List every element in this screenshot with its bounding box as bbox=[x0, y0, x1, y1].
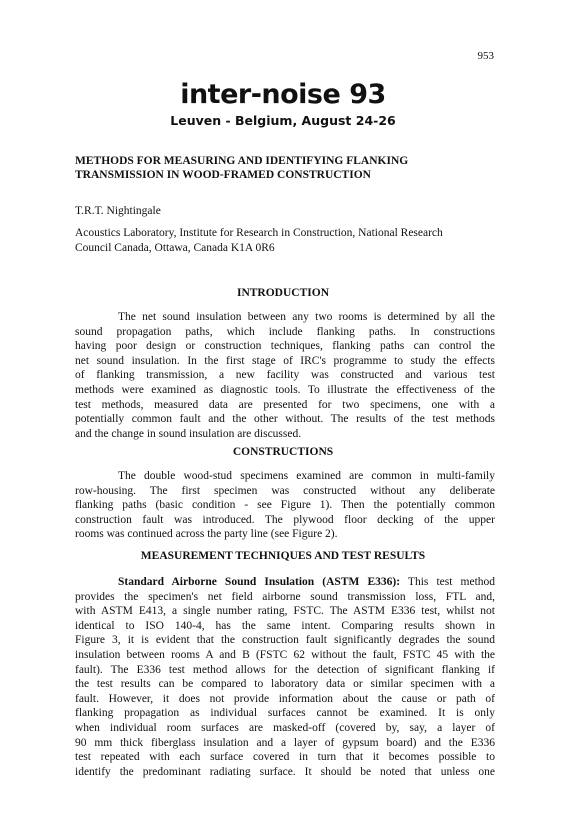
text-line: row-housing. The first specimen was constructed without any deliberate bbox=[75, 484, 495, 497]
conference-subtitle: Leuven - Belgium, August 24-26 bbox=[170, 113, 396, 128]
author-affiliation bbox=[75, 226, 495, 256]
author-name: T.R.T. Nightingale bbox=[75, 205, 161, 217]
paper-title bbox=[75, 154, 495, 182]
text-line: Figure 3, it is evident that the construction fault significantly degrades the sound bbox=[75, 634, 495, 647]
section-heading-introduction: INTRODUCTION bbox=[236, 287, 329, 299]
runin-rest: This test method bbox=[400, 576, 496, 588]
affiliation-line: Acoustics Laboratory, Institute for Research in Construction, National Research bbox=[75, 227, 443, 239]
text-line: net sound insulation. In the first stage of IRC's programme to study the effects bbox=[75, 354, 495, 367]
text-line: fault. However, it does not provide information about the cause or path of bbox=[75, 692, 495, 705]
text-line: when individual room surfaces are masked-off (covered by, say, a layer of bbox=[75, 721, 495, 734]
constructions-paragraph bbox=[75, 469, 495, 542]
text-line: insulation between rooms A and B (FSTC 62 without the fault, FSTC 45 with the bbox=[75, 648, 495, 661]
text-line: test repeated with each surface covered in turn that it becomes possible to bbox=[75, 751, 495, 764]
text-line: test methods, measured data are presented for two specimens, one with a bbox=[75, 398, 495, 411]
text-line: having poor design or construction techniques, flanking paths can control the bbox=[75, 340, 495, 353]
conference-title: inter-noise 93 bbox=[180, 79, 386, 110]
text-line: flanking paths (basic condition - see Figure 1). Then the potentially common bbox=[75, 499, 495, 512]
text-line bbox=[75, 575, 495, 590]
text-line: The net sound insulation between any two rooms is determined by all the bbox=[118, 311, 495, 323]
text-line: with ASTM E413, a single number rating, FSTC. The ASTM E336 test, whilst not bbox=[75, 605, 495, 618]
text-line: sound propagation paths, which include flanking paths. In constructions bbox=[75, 325, 495, 338]
text-line: provides the specimen's net field airborne sound transmission loss, FTL and, bbox=[75, 590, 495, 603]
runin-heading: Standard Airborne Sound Insulation (ASTM E336): bbox=[118, 576, 401, 588]
text-line: flanking propagation as individual surfaces cannot be examined. It is only bbox=[75, 707, 495, 720]
paper-title-line: METHODS FOR MEASURING AND IDENTIFYING FLANKING bbox=[75, 155, 409, 167]
paper-title-line: TRANSMISSION IN WOOD-FRAMED CONSTRUCTION bbox=[75, 169, 371, 181]
affiliation-line: Council Canada, Ottawa, Canada K1A 0R6 bbox=[75, 242, 275, 254]
text-line: The double wood-stud specimens examined are common in multi-family bbox=[118, 470, 495, 482]
page-number: 953 bbox=[477, 50, 494, 62]
text-line: rooms was continued across the party line (see Figure 2). bbox=[75, 528, 338, 541]
text-line: potentially common fault and the other without. The results of the test methods bbox=[75, 413, 495, 426]
text-line: and the change in sound insulation are discussed. bbox=[75, 427, 302, 440]
text-line: construction fault was introduced. The plywood floor decking of the upper bbox=[75, 513, 495, 526]
text-line: of flanking transmission, a new facility was constructed and various test bbox=[75, 369, 495, 382]
text-line: identify the predominant radiating surface. It should be noted that unless one bbox=[75, 765, 495, 778]
text-line: methods were examined as diagnostic tools. To illustrate the effectiveness of the bbox=[75, 383, 495, 396]
text-line: identical to ISO 140-4, has the same intent. Comparing results shown in bbox=[75, 619, 495, 632]
introduction-paragraph bbox=[75, 310, 495, 441]
measurement-paragraph bbox=[75, 575, 495, 779]
section-heading-constructions: CONSTRUCTIONS bbox=[232, 446, 334, 458]
section-heading-measurement: MEASUREMENT TECHNIQUES AND TEST RESULTS bbox=[140, 550, 426, 562]
text-line: fault). The E336 test method allows for the detection of significant flanking if bbox=[75, 663, 495, 676]
text-line: 90 mm thick fiberglass insulation and a layer of gypsum board) and the E336 bbox=[75, 736, 495, 749]
text-line: the test results can be compared to laboratory data or similar specimen with a bbox=[75, 678, 495, 691]
